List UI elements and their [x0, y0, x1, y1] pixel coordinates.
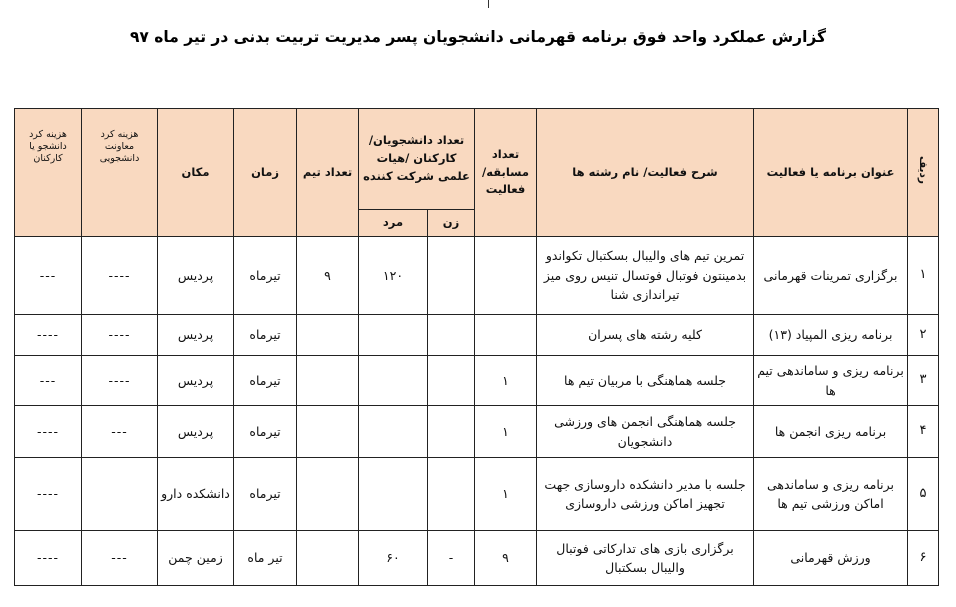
row-cost-student: ----	[15, 315, 82, 356]
row-count: ۹	[475, 531, 537, 586]
row-time: تیرماه	[234, 406, 297, 458]
row-male	[359, 406, 428, 458]
header-row-number: ردیف	[908, 109, 939, 237]
row-index: ۶	[908, 531, 939, 586]
row-title: برنامه ریزی و ساماندهی تیم ها	[754, 356, 908, 406]
row-male: ۱۲۰	[359, 237, 428, 315]
row-index: ۳	[908, 356, 939, 406]
header-team-count: تعداد تیم	[297, 109, 359, 237]
row-desc: برگزاری بازی های تدارکاتی فوتبال والیبال بسکتبال	[537, 531, 754, 586]
row-place: دانشکده دارو	[158, 458, 234, 531]
row-place: پردیس	[158, 237, 234, 315]
row-cost-vice: ----	[82, 237, 158, 315]
header-place: مکان	[158, 109, 234, 237]
page-title: گزارش عملکرد واحد فوق برنامه قهرمانی دانشجویان پسر مدیریت تربیت بدنی در تیر ماه ۹۷	[129, 28, 827, 46]
row-place: پردیس	[158, 315, 234, 356]
row-time: تیرماه	[234, 315, 297, 356]
header-participants: تعداد دانشجویان/ کارکنان /هیات علمی شرکت کننده	[359, 109, 475, 210]
table-row	[15, 458, 939, 531]
row-title: برگزاری تمرینات قهرمانی	[754, 237, 908, 315]
row-male	[359, 315, 428, 356]
table-row	[15, 315, 939, 356]
row-desc: کلیه رشته های پسران	[537, 315, 754, 356]
table-row	[15, 356, 939, 406]
row-desc: جلسه با مدیر دانشکده داروسازی جهت تجهیز اماکن ورزشی داروسازی	[537, 458, 754, 531]
row-female	[428, 406, 475, 458]
row-desc: جلسه هماهنگی با مربیان تیم ها	[537, 356, 754, 406]
row-place: پردیس	[158, 406, 234, 458]
row-cost-student: ----	[15, 531, 82, 586]
row-teams	[297, 531, 359, 586]
row-title: برنامه ریزی انجمن ها	[754, 406, 908, 458]
row-time: تیرماه	[234, 458, 297, 531]
row-teams	[297, 315, 359, 356]
row-cost-vice: ----	[82, 315, 158, 356]
row-female	[428, 315, 475, 356]
row-female: -	[428, 531, 475, 586]
row-index: ۵	[908, 458, 939, 531]
row-count: ۱	[475, 458, 537, 531]
row-index: ۱	[908, 237, 939, 315]
row-desc: تمرین تیم های والیبال بسکتبال تکواندو بدمینتون فوتبال فوتسال تنیس روی میز تیراندازی شنا	[537, 237, 754, 315]
header-cost-vice: هزینه کرد معاونت دانشجویی	[82, 109, 158, 237]
header-male: مرد	[359, 210, 428, 237]
row-count: ۱	[475, 406, 537, 458]
report-table	[14, 108, 939, 586]
row-cost-vice: ---	[82, 531, 158, 586]
row-male	[359, 458, 428, 531]
row-title: ورزش قهرمانی	[754, 531, 908, 586]
page-top-mark	[488, 0, 489, 8]
row-teams	[297, 458, 359, 531]
header-activity-desc: شرح فعالیت/ نام رشته ها	[537, 109, 754, 237]
row-index: ۴	[908, 406, 939, 458]
row-cost-student: ---	[15, 237, 82, 315]
row-time: تیرماه	[234, 237, 297, 315]
row-cost-vice: ----	[82, 356, 158, 406]
table-row	[15, 237, 939, 315]
row-cost-vice	[82, 458, 158, 531]
row-teams	[297, 406, 359, 458]
row-female	[428, 237, 475, 315]
row-title: برنامه ریزی المپیاد (۱۳)	[754, 315, 908, 356]
row-time: تیرماه	[234, 356, 297, 406]
row-female	[428, 356, 475, 406]
header-cost-student: هزینه کرد دانشجو یا کارکنان	[15, 109, 82, 237]
row-count	[475, 315, 537, 356]
row-count: ۱	[475, 356, 537, 406]
table-row	[15, 531, 939, 586]
header-competition-count: تعداد مسابقه/ فعالیت	[475, 109, 537, 237]
row-cost-student: ---	[15, 356, 82, 406]
row-male	[359, 356, 428, 406]
row-male: ۶۰	[359, 531, 428, 586]
row-count	[475, 237, 537, 315]
row-teams	[297, 356, 359, 406]
row-cost-student: ----	[15, 406, 82, 458]
row-female	[428, 458, 475, 531]
header-time: زمان	[234, 109, 297, 237]
row-cost-vice: ---	[82, 406, 158, 458]
row-title: برنامه ریزی و ساماندهی اماکن ورزشی تیم ها	[754, 458, 908, 531]
header-female: زن	[428, 210, 475, 237]
row-place: پردیس	[158, 356, 234, 406]
row-teams: ۹	[297, 237, 359, 315]
table-row	[15, 406, 939, 458]
row-cost-student: ----	[15, 458, 82, 531]
row-desc: جلسه هماهنگی انجمن های ورزشی دانشجویان	[537, 406, 754, 458]
header-program-title: عنوان برنامه یا فعالیت	[754, 109, 908, 237]
row-time: تیر ماه	[234, 531, 297, 586]
row-place: زمین چمن	[158, 531, 234, 586]
row-index: ۲	[908, 315, 939, 356]
